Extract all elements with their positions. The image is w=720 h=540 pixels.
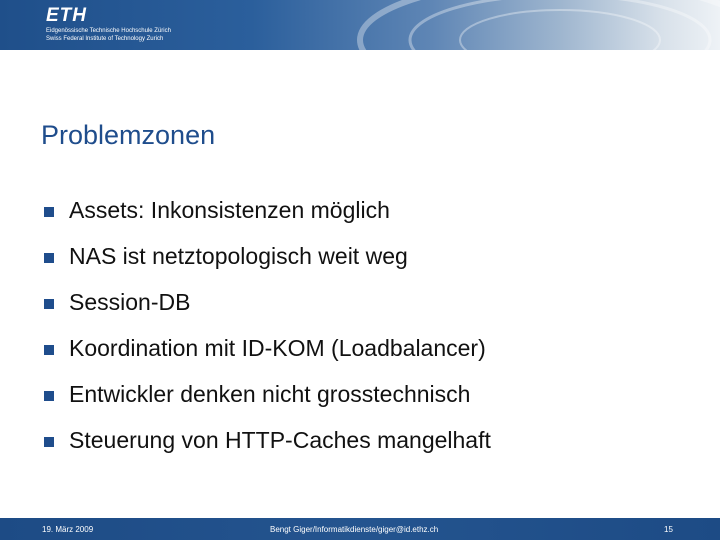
bullet-item [44,237,491,283]
institution-name: Eidgenössische Technische Hochschule Zürich [46,28,171,34]
bullet-text: Entwickler denken nicht grosstechnisch [69,381,471,407]
bullet-item [44,421,491,467]
header-band [0,0,720,50]
eth-logo: ETH [46,5,87,26]
square-bullet-icon [44,437,54,447]
bullet-text: Koordination mit ID-KOM (Loadbalancer) [69,335,486,361]
bullet-item [44,191,491,237]
square-bullet-icon [44,299,54,309]
square-bullet-icon [44,391,54,401]
bullet-list [44,191,491,467]
bullet-text: Assets: Inkonsistenzen möglich [69,197,390,223]
footer-date: 19. März 2009 [42,525,94,534]
slide-title: Problemzonen [41,120,216,150]
header-decoration [300,0,720,50]
bullet-item [44,375,491,421]
square-bullet-icon [44,253,54,263]
bullet-text: Steuerung von HTTP-Caches mangelhaft [69,427,491,453]
bullet-text: NAS ist netztopologisch weit weg [69,243,408,269]
bullet-text: Session-DB [69,289,191,315]
square-bullet-icon [44,207,54,217]
page-number: 15 [664,525,673,534]
institution-name-en: Swiss Federal Institute of Technology Zurich [46,36,164,42]
bullet-item [44,329,491,375]
bullet-item [44,283,491,329]
footer-bar [0,518,720,540]
square-bullet-icon [44,345,54,355]
footer-author: Bengt Giger/Informatikdienste/giger@id.ethz.ch [270,525,439,534]
